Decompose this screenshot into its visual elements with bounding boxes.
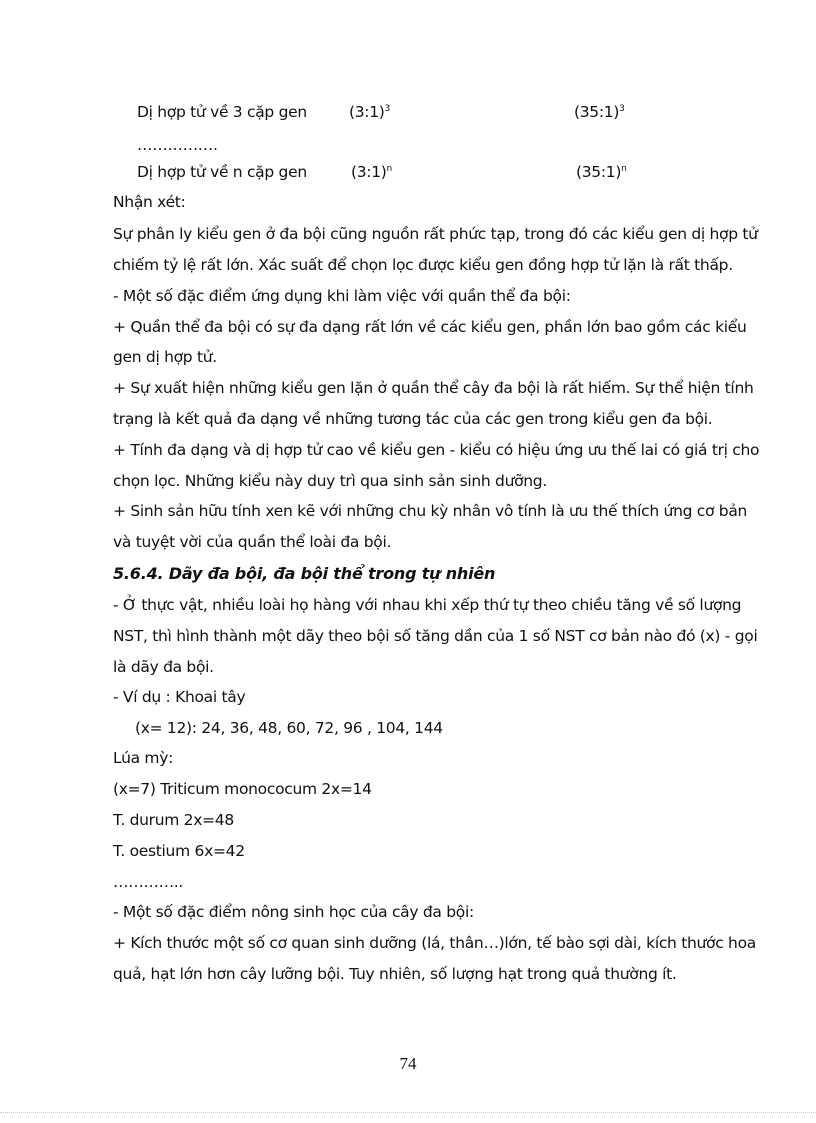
paragraph-line: trạng là kết quả đa dạng về những tương tác của các gen trong kiểu gen đa bội. <box>113 410 713 428</box>
paragraph-line: và tuyệt vời của quần thể loài đa bội. <box>113 533 392 551</box>
paragraph-line: - Ví dụ : Khoai tây <box>113 688 246 706</box>
row-ratio: (35:1)$^3$ <box>574 103 625 121</box>
paragraph-line: + Quần thể đa bội có sự đa dạng rất lớn về các kiểu gen, phần lớn bao gồm các kiểu <box>113 318 747 336</box>
paragraph-line: - Một số đặc điểm ứng dụng khi làm việc với quần thể đa bội: <box>113 287 571 305</box>
ellipsis-line: ………….. <box>113 873 184 891</box>
page-number: 74 <box>399 1054 417 1073</box>
table-row-dots: ……………. <box>137 136 218 154</box>
paragraph-line: quả, hạt lớn hơn cây lưỡng bội. Tuy nhiên, số lượng hạt trong quả thường ít. <box>113 965 677 983</box>
row-label: Dị hợp tử về 3 cặp gen <box>137 103 307 121</box>
paragraph-line: Nhận xét: <box>113 193 186 211</box>
paragraph-line: Lúa mỳ: <box>113 749 174 767</box>
paragraph-line: chiếm tỷ lệ rất lớn. Xác suất để chọn lọc được kiểu gen đồng hợp tử lặn là rất thấp. <box>113 256 733 274</box>
example-line: (x=7) Triticum monococum 2x=14 <box>113 780 372 798</box>
row-ratio: (35:1)$^n$ <box>576 163 627 181</box>
paragraph-line: - Ở thực vật, nhiều loài họ hàng với nhau khi xếp thứ tự theo chiều tăng về số lượng <box>113 596 742 614</box>
paragraph-line: + Tính đa dạng và dị hợp tử cao về kiểu gen - kiểu có hiệu ứng ưu thế lai có giá trị cho <box>113 441 760 459</box>
row-base-ratio: (3:1)$^n$ <box>351 163 392 181</box>
paragraph-line: - Một số đặc điểm nông sinh học của cây đa bội: <box>113 903 474 921</box>
paragraph-line: Sự phân ly kiểu gen ở đa bội cũng nguồn rất phức tạp, trong đó các kiểu gen dị hợp tử <box>113 225 758 243</box>
paragraph-line: là dãy đa bội. <box>113 658 214 676</box>
example-line: T. oestium 6x=42 <box>113 842 245 860</box>
page-bottom-border <box>0 1112 816 1113</box>
row-label: Dị hợp tử về n cặp gen <box>137 163 307 181</box>
example-line: (x= 12): 24, 36, 48, 60, 72, 96 , 104, 144 <box>135 719 443 737</box>
paragraph-line: chọn lọc. Những kiểu này duy trì qua sinh sản sinh dưỡng. <box>113 472 547 490</box>
paragraph-line: + Kích thước một số cơ quan sinh dưỡng (lá, thân…)lớn, tế bào sợi dài, kích thước hoa <box>113 934 756 952</box>
section-heading: 5.6.4. Dãy đa bội, đa bội thể trong tự nhiên <box>113 564 496 583</box>
paragraph-line: gen dị hợp tử. <box>113 348 217 366</box>
paragraph-line: NST, thì hình thành một dãy theo bội số tăng dần của 1 số NST cơ bản nào đó (x) - gọi <box>113 627 758 645</box>
paragraph-line: + Sự xuất hiện những kiểu gen lặn ở quần thể cây đa bội là rất hiếm. Sự thể hiện tính <box>113 379 754 397</box>
example-line: T. durum 2x=48 <box>113 811 234 829</box>
paragraph-line: + Sinh sản hữu tính xen kẽ với những chu kỳ nhân vô tính là ưu thế thích ứng cơ bản <box>113 502 748 520</box>
row-base-ratio: (3:1)$^3$ <box>349 103 390 121</box>
